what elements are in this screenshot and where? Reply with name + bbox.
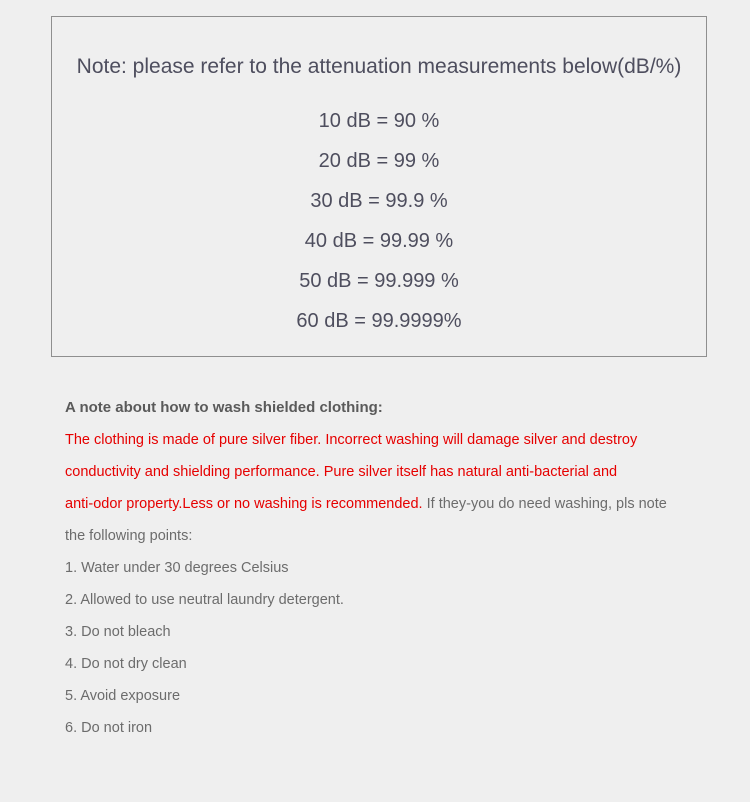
instruction-text: the following points: (65, 528, 193, 544)
washing-point: 1. Water under 30 degrees Celsius (65, 560, 289, 576)
washing-points-list (65, 554, 715, 746)
washing-point: 4. Do not dry clean (65, 656, 187, 672)
washing-point: 3. Do not bleach (65, 624, 171, 640)
attenuation-row: 30 dB = 99.9 % (310, 190, 448, 212)
attenuation-box (51, 16, 707, 357)
warning-line: The clothing is made of pure silver fiber. Incorrect washing will damage silver and destroy (65, 432, 638, 448)
warning-line: conductivity and shielding performance. Pure silver itself has natural anti-bacterial and (65, 464, 618, 480)
attenuation-row: 10 dB = 90 % (318, 110, 440, 132)
attenuation-row: 40 dB = 99.99 % (304, 230, 454, 252)
instruction-text: If they-you do need washing, pls note (422, 496, 667, 512)
attenuation-row: 20 dB = 99 % (318, 150, 440, 172)
washing-title: A note about how to wash shielded clothing: (65, 399, 383, 416)
washing-point: 5. Avoid exposure (65, 688, 181, 704)
attenuation-row: 50 dB = 99.999 % (299, 270, 459, 292)
attenuation-row: 60 dB = 99.9999% (296, 310, 462, 332)
washing-point: 2. Allowed to use neutral laundry detergent. (65, 592, 344, 608)
washing-point: 6. Do not iron (65, 720, 153, 736)
washing-instructions (65, 394, 715, 746)
warning-line: anti-odor property.Less or no washing is recommended. (65, 496, 423, 512)
attenuation-list (52, 107, 706, 347)
attenuation-note: Note: please refer to the attenuation measurements below(dB/%) (76, 55, 682, 78)
mixed-line (65, 490, 715, 522)
